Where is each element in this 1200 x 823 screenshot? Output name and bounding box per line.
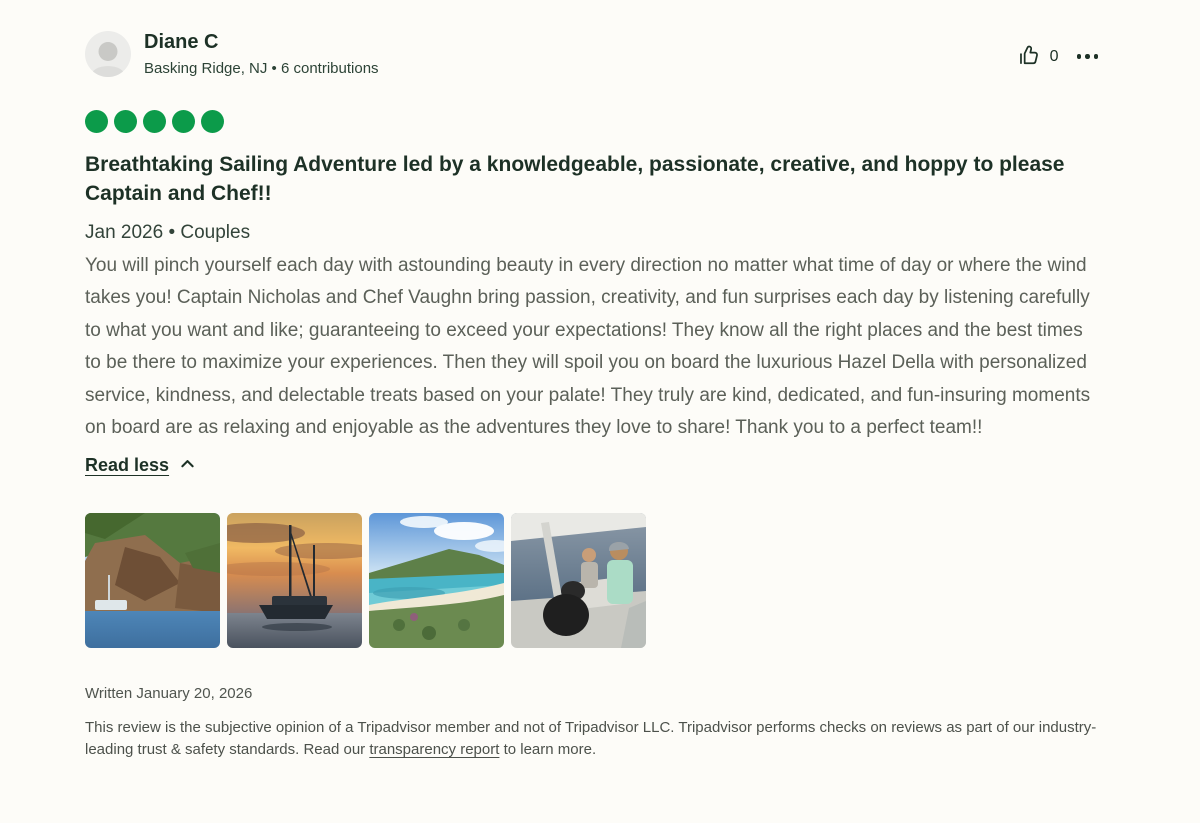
- ellipsis-icon: [1077, 54, 1082, 59]
- rating-bubble-filled: [114, 110, 137, 133]
- more-options-button[interactable]: [1075, 48, 1101, 65]
- transparency-report-link[interactable]: transparency report: [369, 741, 500, 759]
- written-date: Written January 20, 2026: [85, 684, 253, 702]
- avatar[interactable]: [85, 31, 131, 77]
- avatar-head-silhouette: [99, 42, 118, 61]
- rating-bubble-filled: [85, 110, 108, 133]
- disclaimer-text-after: to learn more.: [499, 741, 597, 759]
- review-disclaimer: [85, 717, 1100, 762]
- review-photo-sunset-sailboat[interactable]: [227, 513, 362, 648]
- helpful-count: 0: [1049, 47, 1059, 65]
- review-photos: [85, 513, 1100, 648]
- rating-bubble-filled: [143, 110, 166, 133]
- author-meta: Basking Ridge, NJ • 6 contributions: [144, 60, 379, 77]
- review-photo-crew-on-deck[interactable]: [511, 513, 646, 648]
- helpful-button[interactable]: [1016, 42, 1059, 71]
- review-photo-beach-aerial[interactable]: [369, 513, 504, 648]
- disclaimer-text-before: This review is the subjective opinion of a Tripadvisor member and not of Tripadvisor LLC. Tripadvisor performs checks on reviews as part of our industry-leading trust & safety standards. Read our: [85, 718, 1097, 759]
- read-less-link[interactable]: [85, 454, 197, 478]
- avatar-shoulders-silhouette: [91, 66, 125, 77]
- review-photo-cliff-anchorage[interactable]: [85, 513, 220, 648]
- review-title: Breathtaking Sailing Adventure led by a knowledgeable, passionate, creative, and hoppy to please Captain and Chef!!: [85, 153, 1065, 206]
- trip-date-type: Jan 2026 • Couples: [85, 221, 251, 243]
- author-profile[interactable]: [85, 30, 379, 77]
- read-less-label: Read less: [85, 455, 170, 476]
- chevron-up-icon: [178, 454, 197, 478]
- review-body: You will pinch yourself each day with astounding beauty in every direction no matter what time of day or where the wind takes you! Captain Nicholas and Chef Vaughn bring passion, creativity, and fun surprises each day by listening carefully to what you want and like; guaranteeing to exceed your expectations! They know all the right places and the best times to be there to maximize your experiences. Then they will spoil you on board the luxurious Hazel Della with personalized service, kindness, and delectable treats based on your palate! They truly are kind, dedicated, and fun-insuring moments on board are as relaxing and enjoyable as the adventures they love to share! Thank you to a perfect team!!: [85, 254, 1091, 439]
- author-name[interactable]: Diane C: [144, 31, 219, 53]
- thumbs-up-icon: [1016, 42, 1042, 71]
- rating-bubble-filled: [201, 110, 224, 133]
- header-actions: [1016, 42, 1100, 71]
- review-header: [85, 30, 1100, 77]
- rating-bubbles: [85, 110, 1100, 133]
- rating-bubble-filled: [172, 110, 195, 133]
- author-info: [144, 30, 379, 77]
